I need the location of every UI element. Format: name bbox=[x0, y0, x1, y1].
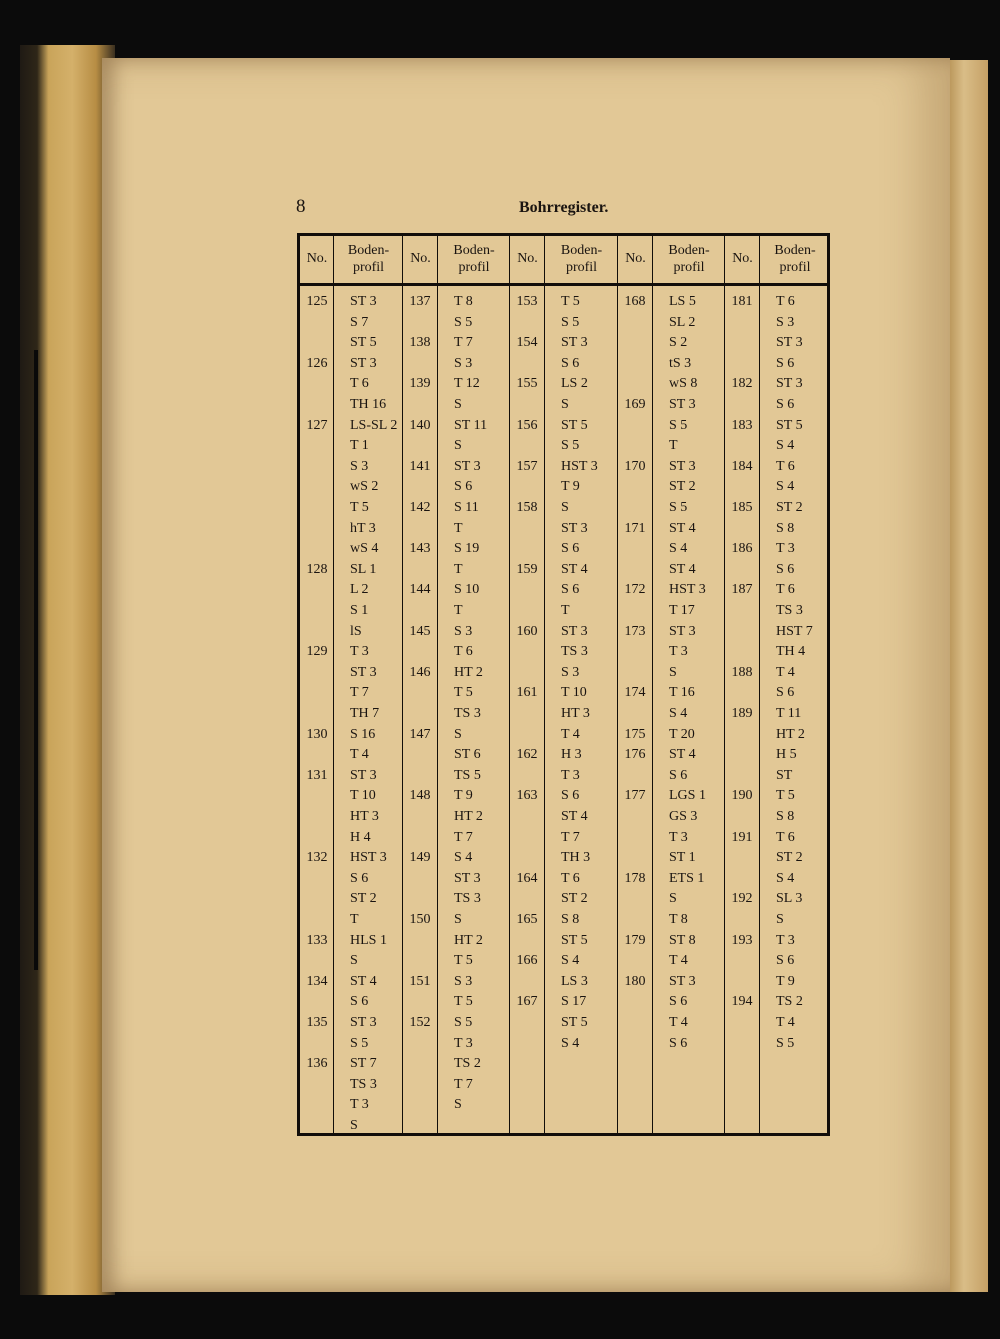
bodenprofil-entry: T 20 bbox=[669, 726, 695, 742]
bodenprofil-entry: S 3 bbox=[454, 973, 473, 989]
bodenprofil-entry: TH 4 bbox=[776, 644, 806, 660]
bodenprofil-entry: TS 3 bbox=[561, 644, 588, 660]
bohr-number: 154 bbox=[516, 335, 538, 351]
bodenprofil-entry: ST 5 bbox=[561, 417, 588, 433]
bohr-number: 128 bbox=[306, 561, 328, 577]
column-rule bbox=[759, 236, 760, 1133]
bodenprofil-entry: S bbox=[454, 912, 462, 927]
bohr-number: 184 bbox=[731, 458, 753, 474]
bodenprofil-entry: S 5 bbox=[350, 1035, 369, 1051]
bohr-number: 125 bbox=[306, 294, 328, 309]
bodenprofil-entry: S bbox=[669, 664, 677, 680]
bodenprofil-entry: S 6 bbox=[561, 582, 580, 598]
bodenprofil-entry: lS bbox=[350, 623, 362, 639]
bodenprofil-entry: ST 3 bbox=[350, 767, 377, 783]
bodenprofil-entry: T 4 bbox=[669, 1015, 688, 1030]
bodenprofil-entry: T 6 bbox=[561, 870, 580, 886]
header-bodenprofil: Boden- profil bbox=[347, 242, 390, 275]
bodenprofil-entry: T 5 bbox=[776, 788, 795, 804]
bodenprofil-entry: T 11 bbox=[776, 706, 802, 721]
header-bodenprofil: Boden- profil bbox=[453, 242, 495, 275]
bodenprofil-entry: S bbox=[561, 397, 569, 412]
bodenprofil-entry: ST 4 bbox=[669, 747, 696, 763]
bodenprofil-entry: S bbox=[454, 726, 462, 742]
bodenprofil-entry: S 6 bbox=[669, 994, 688, 1010]
bohr-number: 135 bbox=[306, 1015, 328, 1030]
bodenprofil-entry: TS 3 bbox=[350, 1076, 377, 1092]
bodenprofil-entry: TS 2 bbox=[776, 994, 803, 1010]
bodenprofil-entry: TH 7 bbox=[350, 706, 380, 721]
bodenprofil-entry: S 6 bbox=[669, 1035, 688, 1051]
header-bodenprofil: Boden- profil bbox=[560, 242, 603, 275]
bodenprofil-entry: HT 3 bbox=[561, 706, 590, 721]
bohr-number: 127 bbox=[306, 417, 328, 433]
bodenprofil-entry: S 6 bbox=[561, 541, 580, 557]
bodenprofil-entry: TS 3 bbox=[776, 603, 803, 618]
bodenprofil-entry: S 5 bbox=[561, 438, 580, 454]
bohr-number: 156 bbox=[516, 417, 538, 433]
bohr-number: 168 bbox=[624, 294, 646, 309]
bodenprofil-entry: T 1 bbox=[350, 438, 369, 454]
bodenprofil-entry: ST 3 bbox=[669, 397, 696, 412]
bodenprofil-entry: ST 5 bbox=[776, 417, 803, 433]
bohr-number: 149 bbox=[409, 850, 431, 866]
bodenprofil-entry: wS 2 bbox=[350, 479, 379, 495]
bodenprofil-entry: S 6 bbox=[669, 767, 688, 783]
bodenprofil-entry: ST 2 bbox=[776, 850, 803, 866]
bohr-number: 132 bbox=[306, 850, 328, 866]
bodenprofil-entry: S 4 bbox=[776, 438, 795, 454]
bodenprofil-entry: ST 7 bbox=[350, 1056, 377, 1072]
bodenprofil-entry: S 5 bbox=[561, 314, 580, 330]
bodenprofil-entry: T 9 bbox=[454, 788, 473, 804]
bodenprofil-entry: S 8 bbox=[776, 809, 795, 824]
bohr-number: 161 bbox=[516, 685, 538, 701]
bodenprofil-entry: ST 6 bbox=[454, 747, 481, 763]
bodenprofil-entry: TS 5 bbox=[454, 767, 481, 783]
bodenprofil-entry: S 16 bbox=[350, 726, 376, 742]
bodenprofil-entry: S bbox=[454, 397, 462, 412]
bohr-number: 152 bbox=[409, 1015, 431, 1030]
bodenprofil-entry: ST 8 bbox=[669, 932, 696, 948]
bohr-number: 194 bbox=[731, 994, 753, 1010]
bodenprofil-entry: S bbox=[669, 891, 677, 907]
bodenprofil-entry: S 3 bbox=[561, 664, 580, 680]
bodenprofil-entry: ST 3 bbox=[454, 458, 481, 474]
bodenprofil-entry: T 4 bbox=[350, 747, 369, 763]
bodenprofil-entry: S 3 bbox=[776, 314, 795, 330]
bodenprofil-entry: LGS 1 bbox=[669, 788, 706, 804]
bodenprofil-entry: S 5 bbox=[669, 417, 688, 433]
bodenprofil-entry: S bbox=[454, 438, 462, 454]
bohr-number: 167 bbox=[516, 994, 538, 1010]
bodenprofil-entry: LS 2 bbox=[561, 376, 588, 392]
bodenprofil-entry: ST 3 bbox=[350, 355, 377, 371]
bohr-number: 146 bbox=[409, 664, 431, 680]
bodenprofil-entry: ST 11 bbox=[454, 417, 488, 433]
bodenprofil-entry: T 5 bbox=[561, 294, 580, 309]
bohr-number: 185 bbox=[731, 500, 753, 515]
bohr-number: 162 bbox=[516, 747, 538, 763]
bodenprofil-entry: T 9 bbox=[561, 479, 580, 495]
bodenprofil-entry: ST 3 bbox=[776, 335, 803, 351]
bodenprofil-entry: HST 3 bbox=[561, 458, 598, 474]
bodenprofil-entry: ST 3 bbox=[350, 664, 377, 680]
bodenprofil-entry: T 9 bbox=[776, 973, 795, 989]
bodenprofil-entry: SL 1 bbox=[350, 561, 377, 577]
bodenprofil-entry: S 5 bbox=[454, 314, 473, 330]
header-no: No. bbox=[517, 251, 538, 267]
bohr-number: 139 bbox=[409, 376, 431, 392]
bodenprofil-entry: H 3 bbox=[561, 747, 582, 763]
bohr-number: 138 bbox=[409, 335, 431, 351]
bodenprofil-entry: S 19 bbox=[454, 541, 480, 557]
bohr-number: 144 bbox=[409, 582, 431, 598]
bohr-number: 150 bbox=[409, 912, 431, 927]
bodenprofil-entry: wS 8 bbox=[669, 376, 698, 392]
bodenprofil-entry: S 8 bbox=[776, 520, 795, 536]
bohr-number: 155 bbox=[516, 376, 538, 392]
bohr-number: 148 bbox=[409, 788, 431, 804]
bodenprofil-entry: S 2 bbox=[669, 335, 688, 351]
bohr-number: 158 bbox=[516, 500, 538, 515]
bodenprofil-entry: ST 1 bbox=[669, 850, 696, 866]
bohr-number: 187 bbox=[731, 582, 753, 598]
bodenprofil-entry: T 6 bbox=[776, 829, 795, 845]
bodenprofil-entry: ST 2 bbox=[561, 891, 588, 907]
bodenprofil-entry: ST 3 bbox=[350, 294, 377, 309]
bohr-number: 179 bbox=[624, 932, 646, 948]
bodenprofil-entry: ST 3 bbox=[561, 623, 588, 639]
bodenprofil-entry: T 5 bbox=[454, 953, 473, 969]
page-header-title: Bohrregister. bbox=[519, 199, 609, 216]
bodenprofil-entry: GS 3 bbox=[669, 809, 698, 824]
bohr-number: 129 bbox=[306, 644, 328, 660]
bodenprofil-entry: T bbox=[561, 603, 570, 618]
bodenprofil-entry: S 8 bbox=[561, 912, 580, 927]
bodenprofil-entry: S bbox=[561, 500, 569, 515]
bodenprofil-entry: T 7 bbox=[350, 685, 369, 701]
bohr-number: 166 bbox=[516, 953, 538, 969]
bodenprofil-entry: wS 4 bbox=[350, 541, 379, 557]
bodenprofil-entry: S 11 bbox=[454, 500, 479, 515]
bodenprofil-entry: T 3 bbox=[669, 829, 688, 845]
bodenprofil-entry: S 4 bbox=[454, 850, 473, 866]
bohr-number: 137 bbox=[409, 294, 431, 309]
bodenprofil-entry: T 6 bbox=[776, 458, 795, 474]
page-number: 8 bbox=[296, 196, 306, 217]
bohr-number: 174 bbox=[624, 685, 646, 701]
bohr-number: 183 bbox=[731, 417, 753, 433]
bodenprofil-entry: LS 3 bbox=[561, 973, 588, 989]
bodenprofil-entry: ST 5 bbox=[350, 335, 377, 351]
bodenprofil-entry: S bbox=[350, 1118, 358, 1133]
bodenprofil-entry: T 7 bbox=[561, 829, 580, 845]
bohr-number: 151 bbox=[409, 973, 431, 989]
bodenprofil-entry: ST 4 bbox=[669, 520, 696, 536]
bodenprofil-entry: TS 2 bbox=[454, 1056, 481, 1072]
bodenprofil-entry: ST 2 bbox=[669, 479, 696, 495]
bodenprofil-entry: S 6 bbox=[776, 561, 795, 577]
bohr-number: 133 bbox=[306, 932, 328, 948]
bodenprofil-entry: LS-SL 2 bbox=[350, 417, 398, 433]
header-bodenprofil: Boden- profil bbox=[668, 242, 710, 275]
bodenprofil-entry: ST 4 bbox=[350, 973, 377, 989]
bohr-number: 190 bbox=[731, 788, 753, 804]
bohr-number: 153 bbox=[516, 294, 538, 309]
bodenprofil-entry: ST 5 bbox=[561, 1015, 588, 1030]
bohr-number: 159 bbox=[516, 561, 538, 577]
bodenprofil-entry: T 5 bbox=[454, 685, 473, 701]
bodenprofil-entry: ST 3 bbox=[350, 1015, 377, 1030]
bodenprofil-entry: T 16 bbox=[669, 685, 695, 701]
bodenprofil-entry: ST 3 bbox=[669, 623, 696, 639]
bodenprofil-entry: ETS 1 bbox=[669, 870, 705, 886]
bohr-number: 186 bbox=[731, 541, 753, 557]
bohr-number: 181 bbox=[731, 294, 753, 309]
bodenprofil-entry: T 17 bbox=[669, 603, 695, 618]
bodenprofil-entry: T 5 bbox=[350, 500, 369, 515]
bodenprofil-entry: S 6 bbox=[350, 994, 369, 1010]
bodenprofil-entry: T 6 bbox=[350, 376, 369, 392]
bodenprofil-entry: S 4 bbox=[561, 1035, 580, 1051]
bodenprofil-entry: ST 5 bbox=[561, 932, 588, 948]
header-bodenprofil: Boden- profil bbox=[774, 242, 816, 275]
bodenprofil-entry: S 4 bbox=[561, 953, 580, 969]
bodenprofil-entry: S 5 bbox=[669, 500, 688, 515]
column-rule bbox=[437, 236, 438, 1133]
bodenprofil-entry: T 8 bbox=[669, 912, 688, 927]
bohr-number: 172 bbox=[624, 582, 646, 598]
bodenprofil-entry: T 3 bbox=[350, 644, 369, 660]
bohr-number: 169 bbox=[624, 397, 646, 412]
bodenprofil-entry: T 10 bbox=[561, 685, 587, 701]
bodenprofil-entry: T 6 bbox=[776, 294, 795, 309]
bohr-number: 160 bbox=[516, 623, 538, 639]
bodenprofil-entry: S 3 bbox=[454, 355, 473, 371]
bohr-number: 189 bbox=[731, 706, 753, 721]
bodenprofil-entry: HT 2 bbox=[776, 726, 805, 742]
bodenprofil-entry: S 6 bbox=[454, 479, 473, 495]
header-no: No. bbox=[410, 251, 431, 267]
bodenprofil-entry: S 3 bbox=[350, 458, 369, 474]
bodenprofil-entry: ST 3 bbox=[454, 870, 481, 886]
bodenprofil-entry: T 5 bbox=[454, 994, 473, 1010]
bodenprofil-entry: S 5 bbox=[454, 1015, 473, 1030]
bodenprofil-entry: S 1 bbox=[350, 603, 369, 618]
bodenprofil-entry: T bbox=[454, 561, 463, 577]
bohr-number: 164 bbox=[516, 870, 538, 886]
bodenprofil-entry: T 3 bbox=[776, 541, 795, 557]
bodenprofil-entry: SL 2 bbox=[669, 314, 696, 330]
bodenprofil-entry: ST 3 bbox=[776, 376, 803, 392]
bodenprofil-entry: TH 16 bbox=[350, 397, 387, 412]
bodenprofil-entry: ST bbox=[776, 767, 793, 783]
bohr-number: 131 bbox=[306, 767, 328, 783]
bohr-number: 130 bbox=[306, 726, 328, 742]
bohr-number: 175 bbox=[624, 726, 646, 742]
bodenprofil-entry: T 6 bbox=[776, 582, 795, 598]
bohr-number: 157 bbox=[516, 458, 538, 474]
bodenprofil-entry: HT 3 bbox=[350, 809, 379, 824]
bodenprofil-entry: TS 3 bbox=[454, 891, 481, 907]
bodenprofil-entry: TS 3 bbox=[454, 706, 481, 721]
bodenprofil-entry: T 10 bbox=[350, 788, 376, 804]
bodenprofil-entry: S 6 bbox=[776, 355, 795, 371]
bohr-number: 140 bbox=[409, 417, 431, 433]
bohr-number: 177 bbox=[624, 788, 646, 804]
bohr-number: 191 bbox=[731, 829, 753, 845]
bodenprofil-entry: S 6 bbox=[350, 870, 369, 886]
bodenprofil-entry: ST 3 bbox=[669, 458, 696, 474]
bodenprofil-entry: S 6 bbox=[776, 685, 795, 701]
bodenprofil-entry: S 7 bbox=[350, 314, 369, 330]
bodenprofil-entry: H 4 bbox=[350, 829, 371, 845]
binding-shadow bbox=[34, 350, 38, 970]
bodenprofil-entry: T bbox=[669, 438, 678, 454]
bohr-number: 170 bbox=[624, 458, 646, 474]
bohr-number: 178 bbox=[624, 870, 646, 886]
bodenprofil-entry: T bbox=[350, 912, 359, 927]
bodenprofil-entry: S 4 bbox=[669, 541, 688, 557]
bodenprofil-entry: S 4 bbox=[776, 870, 795, 886]
bodenprofil-entry: T 12 bbox=[454, 376, 480, 392]
bohr-number: 134 bbox=[306, 973, 328, 989]
bodenprofil-entry: S 3 bbox=[454, 623, 473, 639]
bodenprofil-entry: SL 3 bbox=[776, 891, 803, 907]
column-rule bbox=[652, 236, 653, 1133]
bodenprofil-entry: S 6 bbox=[561, 788, 580, 804]
bodenprofil-entry: S bbox=[776, 912, 784, 927]
bodenprofil-entry: T 7 bbox=[454, 1076, 473, 1092]
bohr-number: 142 bbox=[409, 500, 431, 515]
bodenprofil-entry: ST 3 bbox=[561, 520, 588, 536]
bodenprofil-entry: S bbox=[350, 953, 358, 969]
bodenprofil-entry: S 17 bbox=[561, 994, 587, 1010]
bohr-number: 147 bbox=[409, 726, 431, 742]
header-no: No. bbox=[732, 251, 753, 267]
bodenprofil-entry: hT 3 bbox=[350, 520, 376, 536]
bodenprofil-entry: S 6 bbox=[776, 397, 795, 412]
bodenprofil-entry: ST 3 bbox=[669, 973, 696, 989]
bodenprofil-entry: T bbox=[454, 603, 463, 618]
bodenprofil-entry: HST 3 bbox=[350, 850, 387, 866]
bodenprofil-entry: T 3 bbox=[561, 767, 580, 783]
bohr-number: 188 bbox=[731, 664, 753, 680]
bodenprofil-entry: LS 5 bbox=[669, 294, 696, 309]
bodenprofil-entry: HT 2 bbox=[454, 664, 483, 680]
bodenprofil-entry: T 4 bbox=[669, 953, 688, 969]
bodenprofil-entry: S 10 bbox=[454, 582, 480, 598]
bodenprofil-entry: ST 3 bbox=[561, 335, 588, 351]
bohr-number: 193 bbox=[731, 932, 753, 948]
bohr-number: 136 bbox=[306, 1056, 328, 1072]
bodenprofil-entry: T 4 bbox=[776, 1015, 795, 1030]
bodenprofil-entry: T 8 bbox=[454, 294, 473, 309]
column-rule bbox=[402, 236, 403, 1133]
bodenprofil-entry: ST 2 bbox=[776, 500, 803, 515]
bodenprofil-entry: S 4 bbox=[669, 706, 688, 721]
right-page-edge bbox=[948, 60, 988, 1292]
bohr-number: 173 bbox=[624, 623, 646, 639]
bodenprofil-entry: ST 4 bbox=[561, 809, 588, 824]
bodenprofil-entry: S bbox=[454, 1097, 462, 1113]
bodenprofil-entry: T 4 bbox=[776, 664, 795, 680]
bodenprofil-entry: HT 2 bbox=[454, 809, 483, 824]
bohr-number: 163 bbox=[516, 788, 538, 804]
bodenprofil-entry: ST 4 bbox=[669, 561, 696, 577]
bodenprofil-entry: HT 2 bbox=[454, 932, 483, 948]
bodenprofil-entry: S 6 bbox=[561, 355, 580, 371]
bodenprofil-entry: tS 3 bbox=[669, 355, 692, 371]
bohr-number: 143 bbox=[409, 541, 431, 557]
bodenprofil-entry: T 7 bbox=[454, 335, 473, 351]
bodenprofil-entry: HLS 1 bbox=[350, 932, 387, 948]
bodenprofil-entry: ST 2 bbox=[350, 891, 377, 907]
bohr-number: 176 bbox=[624, 747, 646, 763]
bodenprofil-entry: ST 4 bbox=[561, 561, 588, 577]
bodenprofil-entry: T 7 bbox=[454, 829, 473, 845]
bodenprofil-entry: T 4 bbox=[561, 726, 580, 742]
bodenprofil-entry: T bbox=[454, 520, 463, 536]
bodenprofil-entry: T 3 bbox=[350, 1097, 369, 1113]
bodenprofil-entry: HST 3 bbox=[669, 582, 706, 598]
bohr-number: 141 bbox=[409, 458, 431, 474]
bodenprofil-entry: T 3 bbox=[454, 1035, 473, 1051]
bohr-number: 165 bbox=[516, 912, 538, 927]
bohr-number: 145 bbox=[409, 623, 431, 639]
bohr-number: 182 bbox=[731, 376, 753, 392]
bohr-number: 180 bbox=[624, 973, 646, 989]
bodenprofil-entry: TH 3 bbox=[561, 850, 591, 866]
header-rule bbox=[300, 283, 827, 286]
column-rule bbox=[544, 236, 545, 1133]
bodenprofil-entry: S 5 bbox=[776, 1035, 795, 1051]
header-no: No. bbox=[306, 251, 328, 267]
header-no: No. bbox=[625, 251, 646, 267]
bohr-number: 192 bbox=[731, 891, 753, 907]
bodenprofil-entry: H 5 bbox=[776, 747, 797, 763]
bodenprofil-entry: S 4 bbox=[776, 479, 795, 495]
bohr-number: 126 bbox=[306, 355, 328, 371]
bodenprofil-entry: T 3 bbox=[776, 932, 795, 948]
bohr-number: 171 bbox=[624, 520, 646, 536]
bodenprofil-entry: L 2 bbox=[350, 582, 369, 598]
bodenprofil-entry: HST 7 bbox=[776, 623, 813, 639]
bohrregister-table bbox=[297, 233, 830, 1136]
bodenprofil-entry: T 3 bbox=[669, 644, 688, 660]
bodenprofil-entry: T 6 bbox=[454, 644, 473, 660]
bodenprofil-entry: S 6 bbox=[776, 953, 795, 969]
